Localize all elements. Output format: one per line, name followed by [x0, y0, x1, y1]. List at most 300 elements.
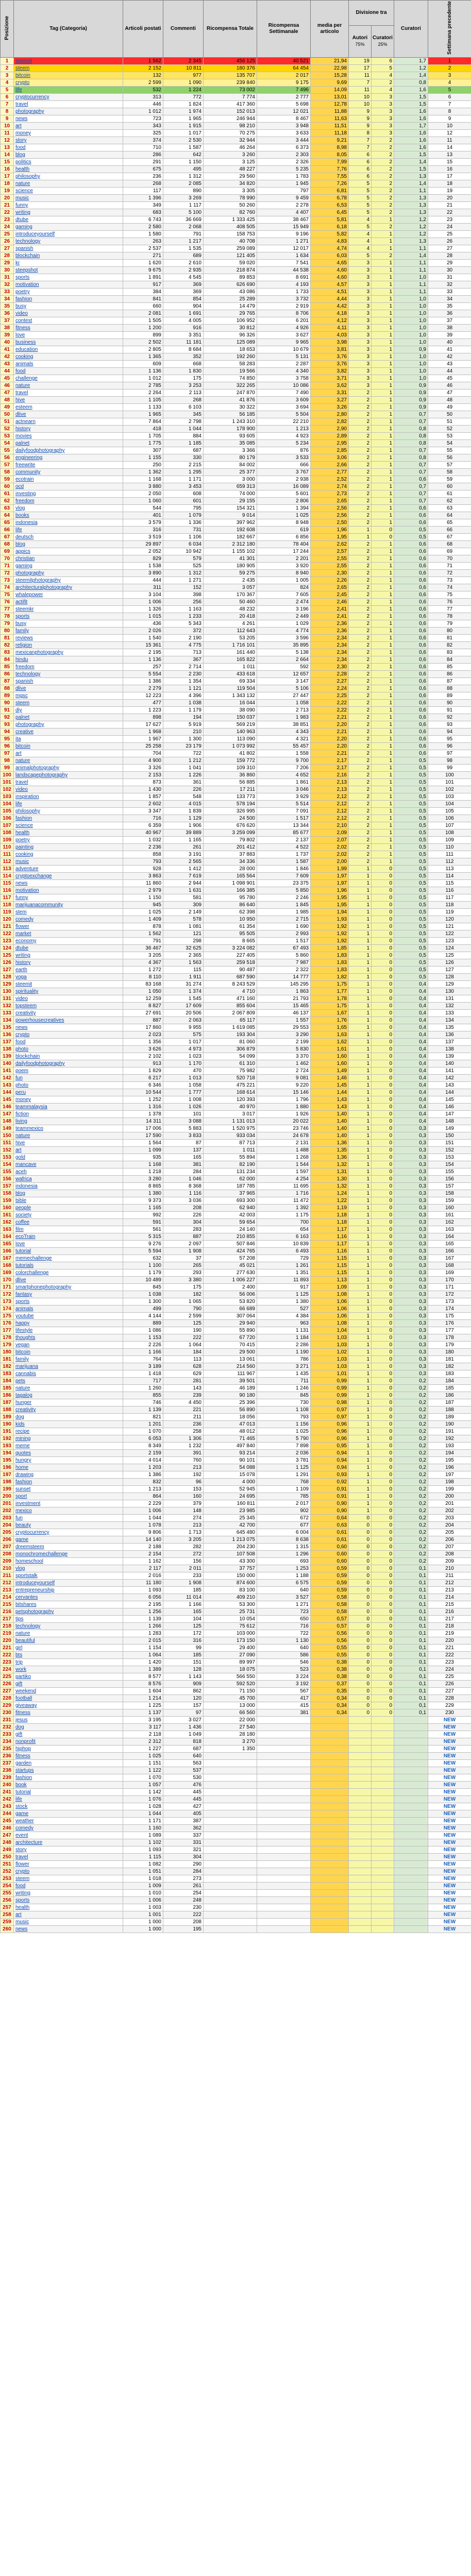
- row-tag-link[interactable]: nature: [14, 757, 123, 764]
- row-tag-link[interactable]: nature: [14, 180, 123, 187]
- row-tag-link[interactable]: poetry: [14, 288, 123, 295]
- row-tag-link[interactable]: coffee: [14, 1218, 123, 1226]
- row-tag-link[interactable]: kids: [14, 1420, 123, 1428]
- row-tag-link[interactable]: motivation: [14, 887, 123, 894]
- row-tag-link[interactable]: peru: [14, 1089, 123, 1096]
- row-tag-link[interactable]: recipe: [14, 1428, 123, 1435]
- row-tag-link[interactable]: love: [14, 1240, 123, 1247]
- row-tag-link[interactable]: palnet: [14, 714, 123, 721]
- row-tag-link[interactable]: petsphotography: [14, 1608, 123, 1615]
- row-tag-link[interactable]: funny: [14, 894, 123, 901]
- row-tag-link[interactable]: adventure: [14, 865, 123, 872]
- row-tag-link[interactable]: architecturalphotography: [14, 584, 123, 591]
- row-tag-link[interactable]: blockchain: [14, 252, 123, 259]
- row-tag-link[interactable]: sports: [14, 1896, 123, 1904]
- header-comments[interactable]: Commenti: [163, 1, 204, 58]
- row-curators: 0,1: [394, 1601, 428, 1608]
- row-tag-link[interactable]: food: [14, 367, 123, 375]
- row-tag-link[interactable]: nature: [14, 382, 123, 389]
- row-tag-link[interactable]: art: [14, 1911, 123, 1918]
- row-tag-link[interactable]: reviews: [14, 634, 123, 641]
- row-tag-link[interactable]: steepshot: [14, 266, 123, 274]
- row-tag-link[interactable]: art: [14, 750, 123, 757]
- row-tag-link[interactable]: life: [14, 800, 123, 807]
- row-tag-link[interactable]: fitness: [14, 324, 123, 331]
- row-tag-link[interactable]: sports: [14, 1298, 123, 1305]
- row-tag-link[interactable]: education: [14, 346, 123, 353]
- row-tag-link[interactable]: busy: [14, 620, 123, 627]
- row-tag-link[interactable]: challenge: [14, 375, 123, 382]
- row-tag-link[interactable]: game: [14, 1536, 123, 1543]
- row-tag-link[interactable]: spirituality: [14, 988, 123, 995]
- row-tag-link[interactable]: sports: [14, 274, 123, 281]
- header-average[interactable]: media per articolo: [311, 1, 349, 58]
- row-curators-share: 1: [372, 555, 394, 562]
- row-tag-link[interactable]: christian: [14, 555, 123, 562]
- row-tag-link[interactable]: news: [14, 1024, 123, 1031]
- row-tag-link[interactable]: weather: [14, 1817, 123, 1824]
- row-tag-link[interactable]: homeschool: [14, 1557, 123, 1565]
- row-tag-link[interactable]: aceh: [14, 1168, 123, 1175]
- row-tag-link[interactable]: partiko: [14, 1673, 123, 1680]
- row-tag-link[interactable]: gold: [14, 1154, 123, 1161]
- row-average: 4,57: [311, 281, 349, 288]
- row-tag-link[interactable]: freedom: [14, 663, 123, 670]
- row-tag-link[interactable]: powerhousecreatives: [14, 1016, 123, 1024]
- row-tag-link[interactable]: life: [14, 86, 123, 93]
- row-tag-link[interactable]: fantasy: [14, 1291, 123, 1298]
- row-tag-link[interactable]: whalepower: [14, 591, 123, 598]
- row-tag-link[interactable]: health: [14, 1904, 123, 1911]
- row-tag-link[interactable]: architecture: [14, 1839, 123, 1846]
- row-tag-link[interactable]: nonprofit: [14, 1738, 123, 1745]
- row-tag-link[interactable]: fashion: [14, 1774, 123, 1781]
- row-average: 7,76: [311, 165, 349, 173]
- row-tag-link[interactable]: sports: [14, 613, 123, 620]
- row-tag-link[interactable]: actnearn: [14, 418, 123, 425]
- row-tag-link[interactable]: beautiful: [14, 1637, 123, 1644]
- row-tag-link[interactable]: steemit: [14, 980, 123, 988]
- row-tag-link[interactable]: ocd: [14, 483, 123, 490]
- row-tag-link[interactable]: story: [14, 137, 123, 144]
- row-tag-link[interactable]: movies: [14, 432, 123, 439]
- row-average: 0,93: [311, 1471, 349, 1478]
- row-tag-link[interactable]: fashion: [14, 295, 123, 302]
- row-tag-link[interactable]: ita: [14, 735, 123, 742]
- row-tag-link[interactable]: flower: [14, 1860, 123, 1868]
- header-previous-rank[interactable]: Settimana precedente: [428, 1, 471, 58]
- row-tag-link[interactable]: spanish: [14, 677, 123, 685]
- row-tag-link[interactable]: bitcoin: [14, 1348, 123, 1355]
- row-tag-link[interactable]: health: [14, 165, 123, 173]
- row-tag-link[interactable]: marijuana: [14, 1363, 123, 1370]
- row-tag-link[interactable]: technology: [14, 1622, 123, 1630]
- row-tag-link[interactable]: tagalog: [14, 1392, 123, 1399]
- row-tag-link[interactable]: fitness: [14, 1709, 123, 1716]
- row-tag-link[interactable]: business: [14, 338, 123, 346]
- row-tag-link[interactable]: quotes: [14, 1449, 123, 1456]
- row-tag-link[interactable]: fun: [14, 1514, 123, 1521]
- row-tag-link[interactable]: science: [14, 822, 123, 829]
- row-tag-link[interactable]: fashion: [14, 815, 123, 822]
- row-tag-link[interactable]: introduceyourself: [14, 1579, 123, 1586]
- row-tag-link[interactable]: tips: [14, 1615, 123, 1622]
- row-tag-link[interactable]: blog: [14, 151, 123, 158]
- row-tag-link[interactable]: girl: [14, 1644, 123, 1651]
- row-tag-link[interactable]: beauty: [14, 1521, 123, 1529]
- row-tag-link[interactable]: fashion: [14, 1478, 123, 1485]
- row-tag-link[interactable]: mexicanphotography: [14, 649, 123, 656]
- row-tag-link[interactable]: comedy: [14, 1824, 123, 1832]
- row-tag-link[interactable]: inspiration: [14, 793, 123, 800]
- row-tag-link[interactable]: spanish: [14, 245, 123, 252]
- row-tag-link[interactable]: blockchain: [14, 1053, 123, 1060]
- row-tag-link[interactable]: animals: [14, 360, 123, 367]
- row-tag-link[interactable]: dtube: [14, 944, 123, 952]
- row-tag-link[interactable]: photography: [14, 569, 123, 577]
- row-tag-link[interactable]: poetry: [14, 836, 123, 843]
- row-tag-link[interactable]: religion: [14, 641, 123, 649]
- row-tag-link[interactable]: bitcoin: [14, 742, 123, 750]
- row-tag-link[interactable]: drawing: [14, 1471, 123, 1478]
- row-tag-link[interactable]: music: [14, 1918, 123, 1925]
- row-tag-link[interactable]: video: [14, 995, 123, 1002]
- row-tag-link[interactable]: dailyfoodphotography: [14, 447, 123, 454]
- row-tag-link[interactable]: sport: [14, 1493, 123, 1500]
- row-total-rewards: 46 264: [204, 144, 257, 151]
- row-tag-link[interactable]: photography: [14, 108, 123, 115]
- row-tag-link[interactable]: cryptocurrency: [14, 1529, 123, 1536]
- row-tag-link[interactable]: society: [14, 1211, 123, 1218]
- row-tag-link[interactable]: life: [14, 1795, 123, 1803]
- row-tag-link[interactable]: entrepreneurship: [14, 1586, 123, 1594]
- row-tag-link[interactable]: family: [14, 1355, 123, 1363]
- row-tag-link[interactable]: bitshares: [14, 1601, 123, 1608]
- row-tag-link[interactable]: dog: [14, 1413, 123, 1420]
- row-tag-link[interactable]: memechallenge: [14, 1255, 123, 1262]
- row-tag-link[interactable]: gaming: [14, 562, 123, 569]
- row-tag-link[interactable]: contest: [14, 317, 123, 324]
- row-tag-link[interactable]: money: [14, 129, 123, 137]
- row-tag-link[interactable]: food: [14, 1882, 123, 1889]
- row-tag-link[interactable]: steem: [14, 699, 123, 706]
- header-tag[interactable]: Tag (Categoria): [14, 1, 123, 58]
- row-tag-link[interactable]: steem: [14, 64, 123, 72]
- row-tag-link[interactable]: kr: [14, 259, 123, 266]
- row-tag-link[interactable]: vlog: [14, 504, 123, 512]
- row-tag-link[interactable]: mgsc: [14, 692, 123, 699]
- row-tag-link[interactable]: tutorial: [14, 1247, 123, 1255]
- row-tag-link[interactable]: teammexico: [14, 1125, 123, 1132]
- row-tag-link[interactable]: philosophy: [14, 173, 123, 180]
- row-tag-link[interactable]: travel: [14, 100, 123, 108]
- header-posts[interactable]: Articoli postati: [123, 1, 163, 58]
- row-tag-link[interactable]: investment: [14, 1500, 123, 1507]
- row-tag-link[interactable]: funny: [14, 201, 123, 209]
- row-tag-link[interactable]: writing: [14, 209, 123, 216]
- row-previous-rank: 208: [428, 1550, 471, 1557]
- row-tag-link[interactable]: sunset: [14, 1485, 123, 1493]
- row-tag-link[interactable]: introduceyourself: [14, 230, 123, 238]
- row-comments: 273: [163, 1875, 204, 1882]
- row-tag-link[interactable]: creativity: [14, 1406, 123, 1413]
- row-tag-link[interactable]: art: [14, 122, 123, 129]
- row-tag-link[interactable]: freedom: [14, 497, 123, 504]
- row-tag-link[interactable]: economy: [14, 937, 123, 944]
- row-posts: 6 743: [123, 216, 163, 223]
- row-curators: 0,6: [394, 613, 428, 620]
- row-tag-link[interactable]: vegan: [14, 1341, 123, 1348]
- row-tag-link[interactable]: music: [14, 858, 123, 865]
- header-weekly-rewards[interactable]: Ricompensa Settimanale: [257, 1, 311, 58]
- row-tag-link[interactable]: investing: [14, 490, 123, 497]
- row-tag-link[interactable]: meme: [14, 1442, 123, 1449]
- row-tag-link[interactable]: painting: [14, 843, 123, 851]
- row-tag-link[interactable]: health: [14, 829, 123, 836]
- row-tag-link[interactable]: home: [14, 1464, 123, 1471]
- row-tag-link[interactable]: food: [14, 144, 123, 151]
- row-tag-link[interactable]: bitcoin: [14, 72, 123, 79]
- row-tag-link[interactable]: history: [14, 959, 123, 966]
- row-tag-link[interactable]: youtube: [14, 1312, 123, 1319]
- row-tag-link[interactable]: gift: [14, 1680, 123, 1687]
- row-curators: 0,6: [394, 742, 428, 750]
- row-tag-link[interactable]: dog: [14, 1723, 123, 1731]
- row-tag-link[interactable]: indonesia: [14, 519, 123, 526]
- row-weekly-rewards: 6 493: [257, 1247, 311, 1255]
- row-tag-link[interactable]: philosophy: [14, 807, 123, 815]
- row-tag-link[interactable]: hive: [14, 396, 123, 403]
- row-tag-link[interactable]: dreemsteem: [14, 1543, 123, 1550]
- row-tag-link[interactable]: jesus: [14, 1716, 123, 1723]
- row-tag-link[interactable]: vlog: [14, 1565, 123, 1572]
- row-tag-link[interactable]: writing: [14, 952, 123, 959]
- row-weekly-rewards: 1 863: [257, 988, 311, 995]
- row-tag-link[interactable]: flower: [14, 923, 123, 930]
- row-tag-link[interactable]: dlive: [14, 685, 123, 692]
- row-tag-link[interactable]: indonesia: [14, 1182, 123, 1190]
- row-tag-link[interactable]: crypto: [14, 1031, 123, 1038]
- row-tag-link[interactable]: dlive: [14, 1276, 123, 1283]
- row-tag-link[interactable]: photography: [14, 721, 123, 728]
- row-tag-link[interactable]: love: [14, 331, 123, 338]
- row-tag-link[interactable]: technology: [14, 238, 123, 245]
- row-tag-link[interactable]: busy: [14, 302, 123, 310]
- row-tag-link[interactable]: fun: [14, 1074, 123, 1081]
- row-tag-link[interactable]: blog: [14, 540, 123, 548]
- row-tag-link[interactable]: video: [14, 786, 123, 793]
- row-tag-link[interactable]: cryptoexchange: [14, 872, 123, 879]
- row-authors: 6: [349, 173, 372, 180]
- row-tag-link[interactable]: news: [14, 879, 123, 887]
- row-tag-link[interactable]: hunger: [14, 1399, 123, 1406]
- row-tag-link[interactable]: thoughts: [14, 1334, 123, 1341]
- row-tag-link[interactable]: mancave: [14, 1161, 123, 1168]
- row-tag-link[interactable]: poem: [14, 1067, 123, 1074]
- row-tag-link[interactable]: football: [14, 1694, 123, 1702]
- row-tag-link[interactable]: hiphop: [14, 1745, 123, 1752]
- row-tag-link[interactable]: pets: [14, 1377, 123, 1384]
- row-tag-link[interactable]: family: [14, 627, 123, 634]
- row-authors: 6: [349, 151, 372, 158]
- row-tag-link[interactable]: game: [14, 1810, 123, 1817]
- row-tag-link[interactable]: motivation: [14, 281, 123, 288]
- row-tag-link[interactable]: steemitphotography: [14, 577, 123, 584]
- row-tag-link[interactable]: teammalaysia: [14, 1103, 123, 1110]
- row-tag-link[interactable]: event: [14, 1832, 123, 1839]
- row-average: 8,05: [311, 151, 349, 158]
- row-tag-link[interactable]: hungry: [14, 1456, 123, 1464]
- row-tag-link[interactable]: yoga: [14, 973, 123, 980]
- row-curators: 0,4: [394, 1081, 428, 1089]
- row-tag-link[interactable]: crypto: [14, 79, 123, 86]
- row-weekly-rewards: 1 246: [257, 1384, 311, 1392]
- row-tag-link[interactable]: appics: [14, 548, 123, 555]
- row-previous-rank: 142: [428, 1074, 471, 1081]
- row-tag-link[interactable]: hindu: [14, 656, 123, 663]
- row-tag-link[interactable]: dailyfoodphotography: [14, 1060, 123, 1067]
- row-posts: 1 051: [123, 1868, 163, 1875]
- row-tag-link[interactable]: history: [14, 425, 123, 432]
- row-tag-link[interactable]: life: [14, 526, 123, 533]
- row-tag-link[interactable]: gift: [14, 1731, 123, 1738]
- row-tag-link[interactable]: deutsch: [14, 533, 123, 540]
- row-tag-link[interactable]: steemit: [14, 57, 123, 64]
- row-tag-link[interactable]: ecoTrain: [14, 1233, 123, 1240]
- row-tag-link[interactable]: music: [14, 194, 123, 201]
- row-tag-link[interactable]: mining: [14, 1435, 123, 1442]
- row-tag-link[interactable]: tutorials: [14, 1262, 123, 1269]
- row-tag-link[interactable]: creativity: [14, 1009, 123, 1016]
- row-tag-link[interactable]: story: [14, 1846, 123, 1853]
- row-tag-link[interactable]: steem: [14, 1875, 123, 1882]
- row-tag-link[interactable]: colorchallenge: [14, 1269, 123, 1276]
- row-tag-link[interactable]: community: [14, 468, 123, 476]
- row-tag-link[interactable]: comedy: [14, 916, 123, 923]
- row-tag-link[interactable]: nature: [14, 1630, 123, 1637]
- row-tag-link[interactable]: lifestyle: [14, 1327, 123, 1334]
- row-tag-link[interactable]: cooking: [14, 353, 123, 360]
- row-comments: 185: [163, 1586, 204, 1594]
- row-tag-link[interactable]: giveaway: [14, 1702, 123, 1709]
- row-tag-link[interactable]: steemkr: [14, 605, 123, 613]
- row-tag-link[interactable]: books: [14, 512, 123, 519]
- row-tag-link[interactable]: photo: [14, 1045, 123, 1053]
- row-tag-link[interactable]: tutorial: [14, 1788, 123, 1795]
- row-tag-link[interactable]: news: [14, 115, 123, 122]
- row-tag-link[interactable]: bible: [14, 1197, 123, 1204]
- row-tag-link[interactable]: cryptocurrency: [14, 93, 123, 100]
- row-tag-link[interactable]: earth: [14, 966, 123, 973]
- row-tag-link[interactable]: freewrite: [14, 461, 123, 468]
- row-tag-link[interactable]: dlive: [14, 411, 123, 418]
- row-tag-link[interactable]: photo: [14, 1081, 123, 1089]
- row-tag-link[interactable]: cooking: [14, 851, 123, 858]
- row-tag-link[interactable]: technology: [14, 670, 123, 677]
- row-tag-link[interactable]: travel: [14, 778, 123, 786]
- row-position: 87: [1, 677, 14, 685]
- row-tag-link[interactable]: ecotrain: [14, 476, 123, 483]
- header-position[interactable]: Posizione: [1, 1, 14, 58]
- row-tag-link[interactable]: market: [14, 930, 123, 937]
- row-previous-rank: 103: [428, 793, 471, 800]
- row-position: 121: [1, 923, 14, 930]
- row-tag-link[interactable]: dtube: [14, 216, 123, 223]
- row-tag-link[interactable]: marijuanacommunity: [14, 901, 123, 908]
- row-tag-link[interactable]: animalphotography: [14, 764, 123, 771]
- row-average: 3,71: [311, 375, 349, 382]
- row-tag-link[interactable]: palnet: [14, 439, 123, 447]
- row-tag-link[interactable]: work: [14, 1666, 123, 1673]
- row-tag-link[interactable]: stock: [14, 1803, 123, 1810]
- row-tag-link[interactable]: cannabis: [14, 1370, 123, 1377]
- row-tag-link[interactable]: engineering: [14, 454, 123, 461]
- row-tag-link[interactable]: nature: [14, 1384, 123, 1392]
- row-tag-link[interactable]: animals: [14, 1305, 123, 1312]
- row-tag-link[interactable]: landscapephotography: [14, 771, 123, 778]
- row-tag-link[interactable]: hive: [14, 1139, 123, 1146]
- row-tag-link[interactable]: esteem: [14, 403, 123, 411]
- row-tag-link[interactable]: weekend: [14, 1687, 123, 1694]
- row-tag-link[interactable]: crypto: [14, 1868, 123, 1875]
- row-tag-link[interactable]: travel: [14, 389, 123, 396]
- row-tag-link[interactable]: trip: [14, 1658, 123, 1666]
- row-tag-link[interactable]: monochromechallenge: [14, 1550, 123, 1557]
- row-tag-link[interactable]: book: [14, 1781, 123, 1788]
- row-tag-link[interactable]: actifit: [14, 598, 123, 605]
- row-tag-link[interactable]: money: [14, 1096, 123, 1103]
- row-tag-link[interactable]: creative: [14, 728, 123, 735]
- row-tag-link[interactable]: garden: [14, 1759, 123, 1767]
- row-weekly-rewards: 1 125: [257, 1464, 311, 1471]
- row-tag-link[interactable]: bts: [14, 1651, 123, 1658]
- row-tag-link[interactable]: politics: [14, 158, 123, 165]
- row-curators-share: 1: [372, 764, 394, 771]
- row-tag-link[interactable]: blog: [14, 1190, 123, 1197]
- row-tag-link[interactable]: stem: [14, 908, 123, 916]
- row-tag-link[interactable]: food: [14, 1038, 123, 1045]
- header-total-rewards[interactable]: Ricompensa Totale: [204, 1, 257, 58]
- row-previous-rank: 12: [428, 129, 471, 137]
- row-tag-link[interactable]: fitness: [14, 1752, 123, 1759]
- row-tag-link[interactable]: diy: [14, 706, 123, 714]
- header-curators[interactable]: Curatori: [394, 1, 428, 58]
- row-tag-link[interactable]: living: [14, 1117, 123, 1125]
- row-tag-link[interactable]: fiction: [14, 1110, 123, 1117]
- row-tag-link[interactable]: video: [14, 310, 123, 317]
- row-tag-link[interactable]: science: [14, 187, 123, 194]
- row-tag-link[interactable]: travel: [14, 1853, 123, 1860]
- row-tag-link[interactable]: mexico: [14, 1507, 123, 1514]
- row-average: 0,97: [311, 1406, 349, 1413]
- row-tag-link[interactable]: topsteem: [14, 1002, 123, 1009]
- row-total-rewards: 3 000: [204, 476, 257, 483]
- row-tag-link[interactable]: gaming: [14, 223, 123, 230]
- row-tag-link[interactable]: happy: [14, 1319, 123, 1327]
- row-tag-link[interactable]: cervantes: [14, 1594, 123, 1601]
- row-tag-link[interactable]: startups: [14, 1767, 123, 1774]
- row-tag-link[interactable]: wafrica: [14, 1175, 123, 1182]
- row-tag-link[interactable]: news: [14, 1925, 123, 1933]
- row-authors: 0: [349, 1694, 372, 1702]
- row-tag-link[interactable]: film: [14, 1226, 123, 1233]
- row-tag-link[interactable]: smartphonephotography: [14, 1283, 123, 1291]
- row-tag-link[interactable]: people: [14, 1204, 123, 1211]
- row-tag-link[interactable]: sportstalk: [14, 1572, 123, 1579]
- row-tag-link[interactable]: nature: [14, 1132, 123, 1139]
- row-tag-link[interactable]: art: [14, 1146, 123, 1154]
- row-tag-link[interactable]: writing: [14, 1889, 123, 1896]
